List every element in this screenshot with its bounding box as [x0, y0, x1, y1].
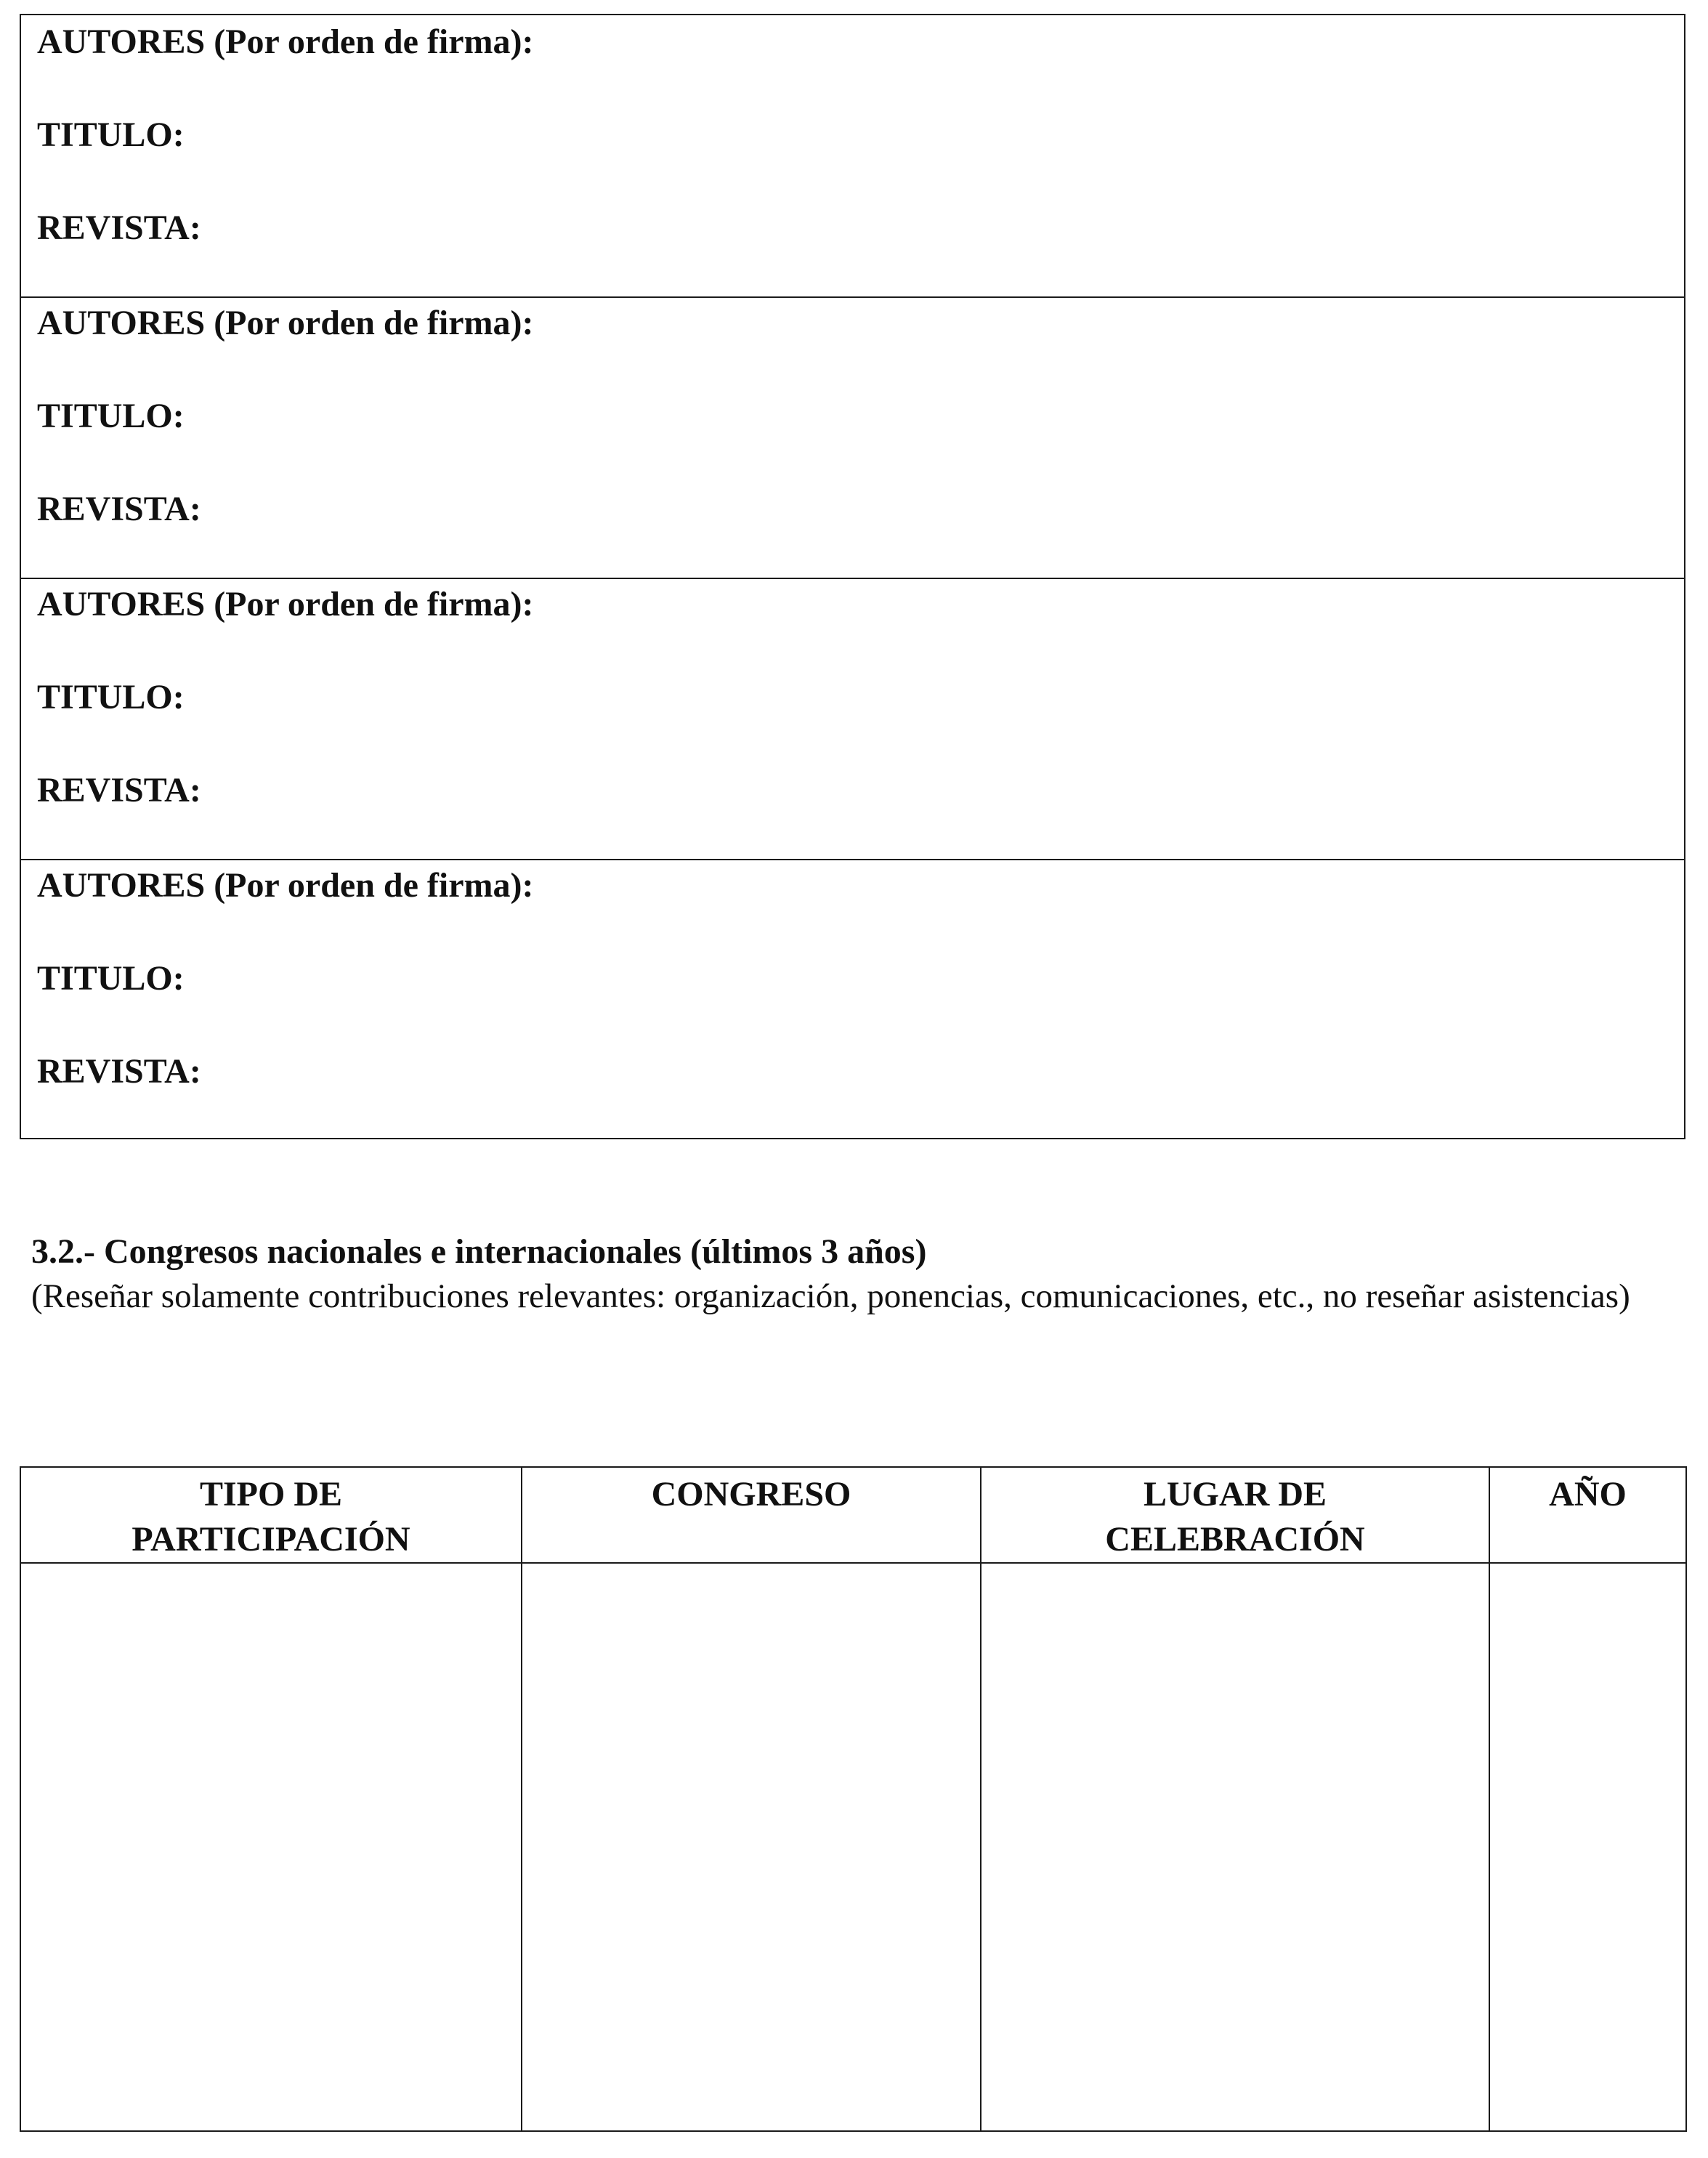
- authors-label: AUTORES (Por orden de firma):: [37, 866, 534, 905]
- title-label: TITULO:: [37, 397, 185, 435]
- header-year: AÑO: [1549, 1475, 1627, 1514]
- journal-label: REVISTA:: [37, 209, 201, 247]
- journal-label: REVISTA:: [37, 1052, 201, 1091]
- publication-entry-4: [21, 859, 1684, 1139]
- header-participation-type: TIPO DE PARTICIPACIÓN: [131, 1475, 410, 1559]
- publication-entry-3: [21, 578, 1684, 859]
- section-description: (Reseñar solamente contribuciones relevantes: organización, ponencias, comunicaciones, etc., no reseñar asistencias): [31, 1277, 1630, 1315]
- title-label: TITULO:: [37, 116, 185, 154]
- congress-section: [31, 1230, 1693, 1319]
- publication-entry-1: [21, 15, 1684, 296]
- column-divider: [1489, 1468, 1490, 2130]
- journal-label: REVISTA:: [37, 490, 201, 528]
- title-label: TITULO:: [37, 678, 185, 716]
- congress-table: [20, 1466, 1687, 2132]
- journal-label: REVISTA:: [37, 771, 201, 809]
- column-divider: [980, 1468, 982, 2130]
- header-divider: [21, 1562, 1685, 1564]
- publication-entry-2: [21, 296, 1684, 578]
- publications-box: [20, 14, 1685, 1139]
- header-location: LUGAR DE CELEBRACIÓN: [1105, 1475, 1365, 1559]
- column-divider: [521, 1468, 522, 2130]
- title-label: TITULO:: [37, 959, 185, 998]
- authors-label: AUTORES (Por orden de firma):: [37, 304, 534, 342]
- header-congress: CONGRESO: [651, 1475, 851, 1514]
- section-heading: 3.2.- Congresos nacionales e internacionales (últimos 3 años): [31, 1232, 927, 1271]
- authors-label: AUTORES (Por orden de firma):: [37, 23, 534, 61]
- authors-label: AUTORES (Por orden de firma):: [37, 585, 534, 623]
